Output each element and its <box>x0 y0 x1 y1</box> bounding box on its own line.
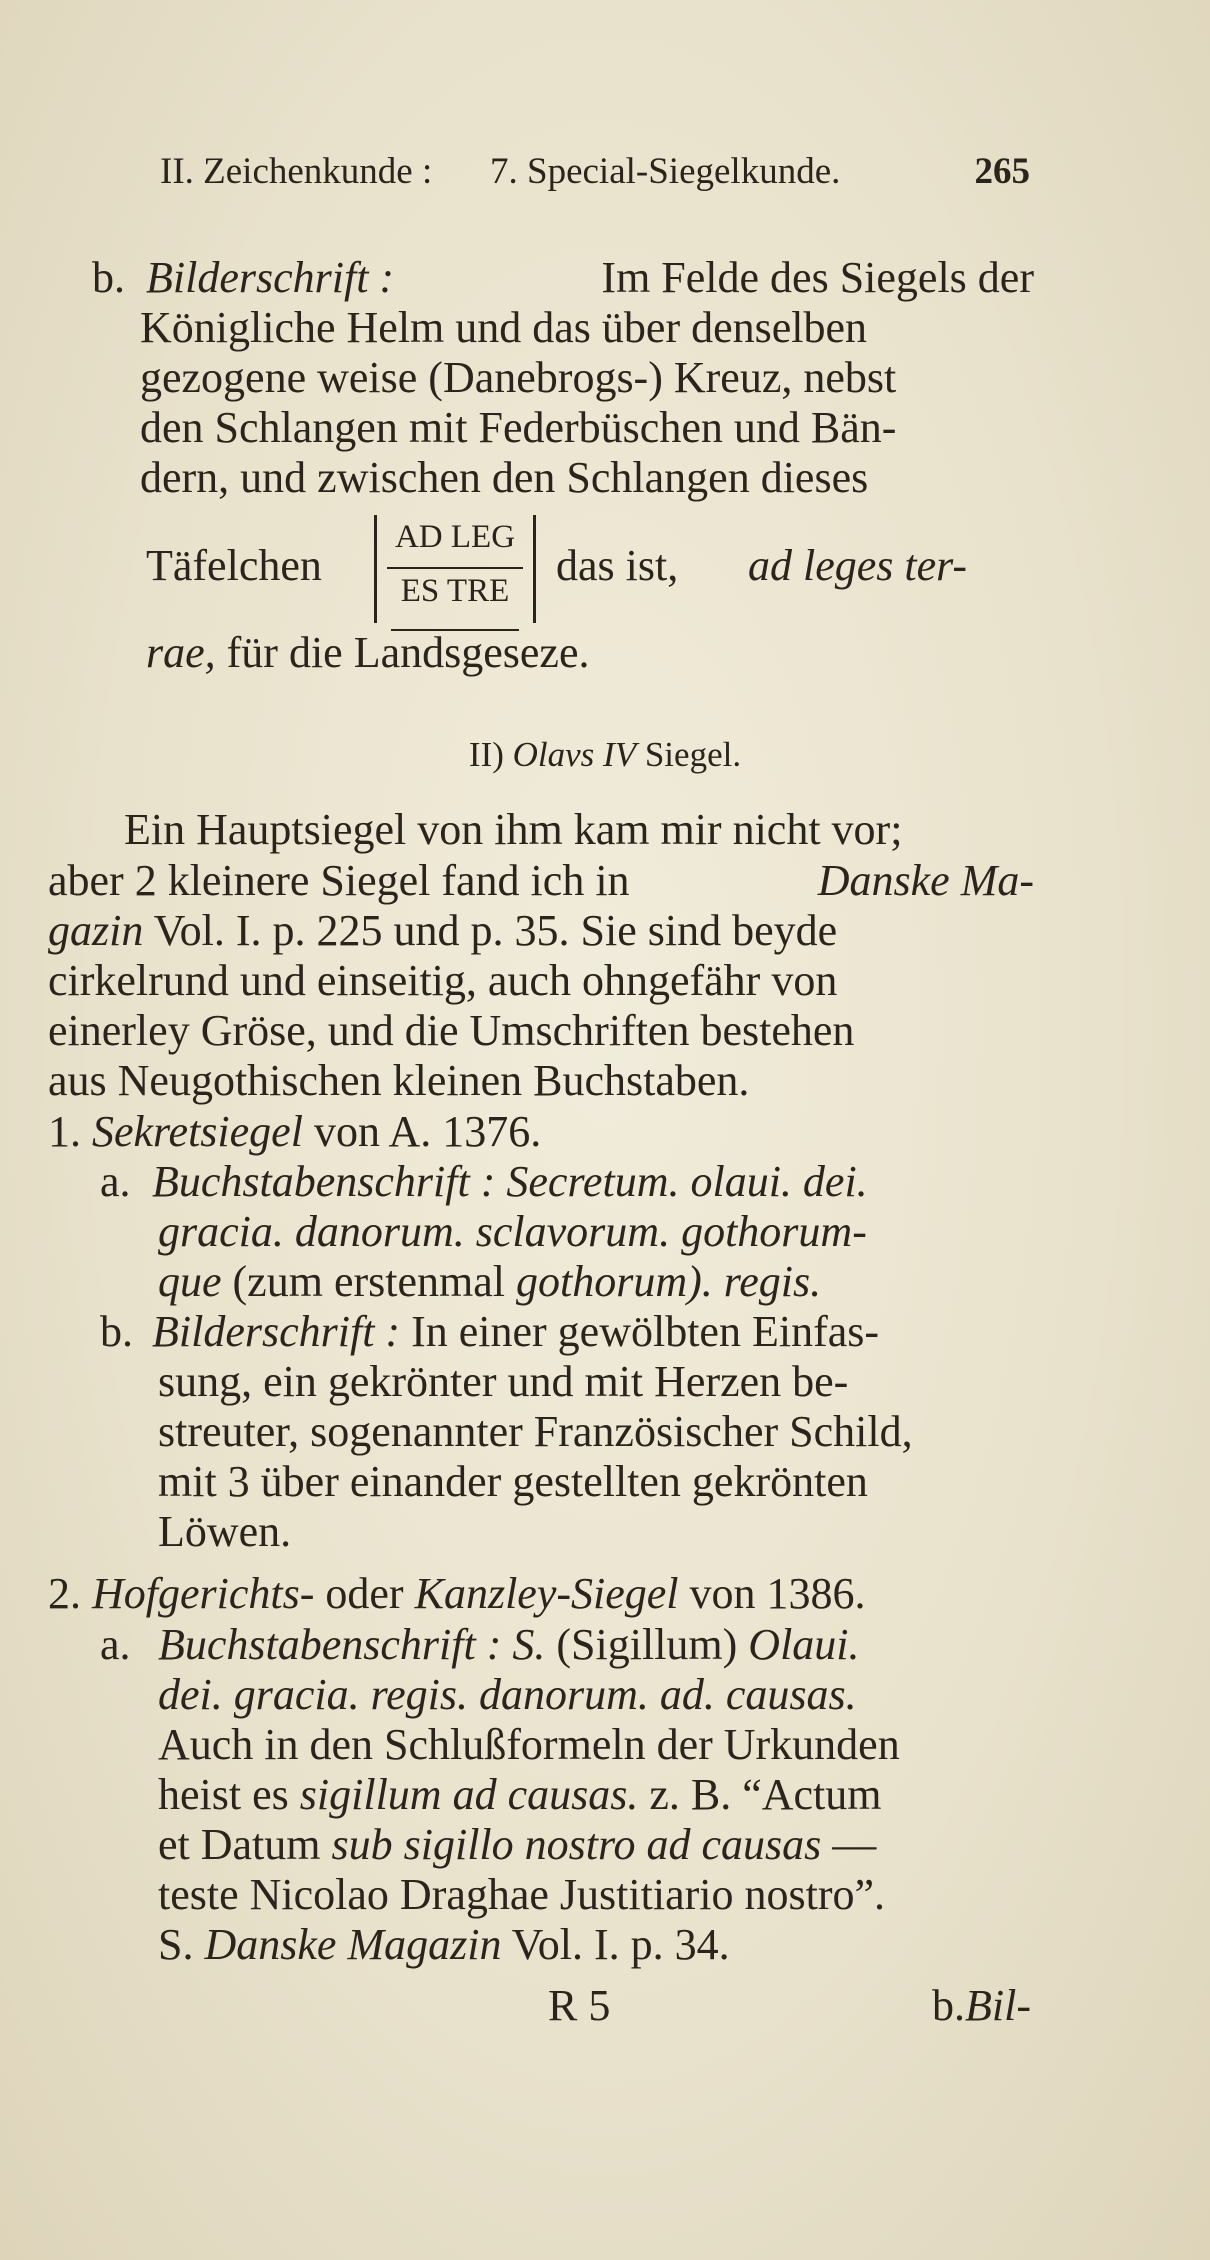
item2-a-label: a. <box>100 1620 131 1669</box>
item2-a-line-2: dei. gracia. regis. danorum. ad. causas. <box>158 1670 857 1719</box>
item1-a-line3-italic2: gothorum). regis. <box>515 1257 822 1306</box>
catchword-italic: Bil- <box>965 1981 1031 2030</box>
b1-line-2: Königliche Helm und das über denselben <box>140 303 868 352</box>
item2-a-paren: (Sigillum) <box>556 1620 738 1669</box>
item2-a-line5-dash: — <box>832 1820 877 1869</box>
catchword-pre: b. <box>932 1981 965 2030</box>
item1-a-line3-rest: (zum erstenmal <box>232 1257 505 1306</box>
item2-a-line-6: teste Nicolao Draghae Justitiario nostro”. <box>158 1870 886 1919</box>
item1-b-label: b. <box>100 1307 133 1356</box>
header-subsection: 7. Special-Siegelkunde. <box>490 151 841 192</box>
para-line3-rest: Vol. I. p. 225 und p. 35. Sie sind beyde <box>153 906 838 955</box>
section-b-label: b. <box>92 253 125 302</box>
b1-line6-pre: Täfelchen <box>146 541 322 590</box>
tablet-line-1: AD LEG <box>394 519 516 555</box>
item1-a-line-1: Buchstabenschrift : Secretum. olaui. dei. <box>152 1157 868 1206</box>
para-line-4: cirkelrund und einseitig, auch ohngefähr von <box>48 956 838 1005</box>
page-number: 265 <box>974 151 1030 192</box>
b1-line-5: dern, und zwischen den Schlangen dieses <box>140 453 869 502</box>
subheading <box>0 735 1210 775</box>
item1-b-line-3: streuter, sogenannter Französischer Schild, <box>158 1407 913 1456</box>
item1-b-title: Bilderschrift : <box>152 1307 401 1356</box>
para-line-5: einerley Gröse, und die Umschriften bestehen <box>48 1006 855 1055</box>
item2-a-line7-rest: Vol. I. p. 34. <box>511 1920 730 1969</box>
inscription-tablet <box>374 515 536 623</box>
item1-b-line-4: mit 3 über einander gestellten gekrönten <box>158 1457 868 1506</box>
item1-title: Sekretsiegel <box>92 1107 303 1156</box>
para-line-1: Ein Hauptsiegel von ihm kam mir nicht vor; <box>124 805 903 854</box>
b1-line-4: den Schlangen mit Federbüschen und Bän- <box>140 403 897 452</box>
item2-a-title: Buchstabenschrift : S. <box>158 1620 546 1669</box>
item1-b-line-5: Löwen. <box>158 1507 292 1556</box>
item1-number: 1. <box>48 1107 81 1156</box>
item2-number: 2. <box>48 1569 81 1618</box>
item1-a-line3-italic1: que <box>158 1257 222 1306</box>
para-line-2 <box>48 855 1034 907</box>
b1-line1-rest: Im Felde des Siegels der <box>601 253 1034 302</box>
b1-line7-rest: für die Landsgeseze. <box>226 628 590 677</box>
tablet-divider <box>387 567 523 569</box>
item2-a-line4-pre: heist es <box>158 1770 289 1819</box>
item2-a-line4-rest: z. B. “Actum <box>649 1770 882 1819</box>
item2-heading <box>48 1568 866 1620</box>
item1-heading <box>48 1106 541 1158</box>
item1-b-line1-rest: In einer gewölbten Einfas- <box>411 1307 880 1356</box>
b1-line6-italic: ad leges ter- <box>748 541 968 590</box>
tablet-line-2: ES TRE <box>400 573 510 609</box>
b1-title: Bilderschrift : <box>146 253 395 302</box>
subheading-word: Siegel. <box>644 735 742 774</box>
para-line2-italic: Danske Ma- <box>817 856 1034 905</box>
item2-a-line7-italic: Danske Magazin <box>204 1920 502 1969</box>
b1-line6-post: das ist, <box>556 541 679 590</box>
para-line2-pre: aber 2 kleinere Siegel fand ich in <box>48 856 630 905</box>
header-section: II. Zeichenkunde : <box>160 151 433 192</box>
item2-a-line4-italic: sigillum ad causas. <box>299 1770 639 1819</box>
item2-oder: oder <box>325 1569 404 1618</box>
item2-a-line-3: Auch in den Schlußformeln der Urkunden <box>158 1720 900 1769</box>
subheading-name: Olavs IV <box>512 735 637 774</box>
item1-rest: von A. 1376. <box>313 1107 542 1156</box>
item2-rest: von 1386. <box>689 1569 866 1618</box>
item1-a-label: a. <box>100 1157 131 1206</box>
subheading-number: II) <box>468 735 504 774</box>
para-line3-italic: gazin <box>48 906 144 955</box>
item2-a-line5-italic: sub sigillo nostro ad causas <box>331 1820 822 1869</box>
b1-line-3: gezogene weise (Danebrogs-) Kreuz, nebst <box>140 353 897 402</box>
item2-a-name: Olaui. <box>748 1620 860 1669</box>
item2-title1: Hofgerichts- <box>92 1569 315 1618</box>
item2-title2: Kanzley-Siegel <box>414 1569 679 1618</box>
catchword <box>932 1980 1031 2032</box>
item1-a-line-2: gracia. danorum. sclavorum. gothorum- <box>158 1207 867 1256</box>
para-line-6: aus Neugothischen kleinen Buchstaben. <box>48 1056 750 1105</box>
item1-b-line-2: sung, ein gekrönter und mit Herzen be- <box>158 1357 849 1406</box>
b1-line-1 <box>146 252 1034 304</box>
signature-mark: R 5 <box>548 1981 611 2030</box>
item2-a-line5-pre: et Datum <box>158 1820 321 1869</box>
running-header <box>160 150 1030 210</box>
b1-line7-italic: rae, <box>146 628 216 677</box>
item2-a-line7-pre: S. <box>158 1920 194 1969</box>
